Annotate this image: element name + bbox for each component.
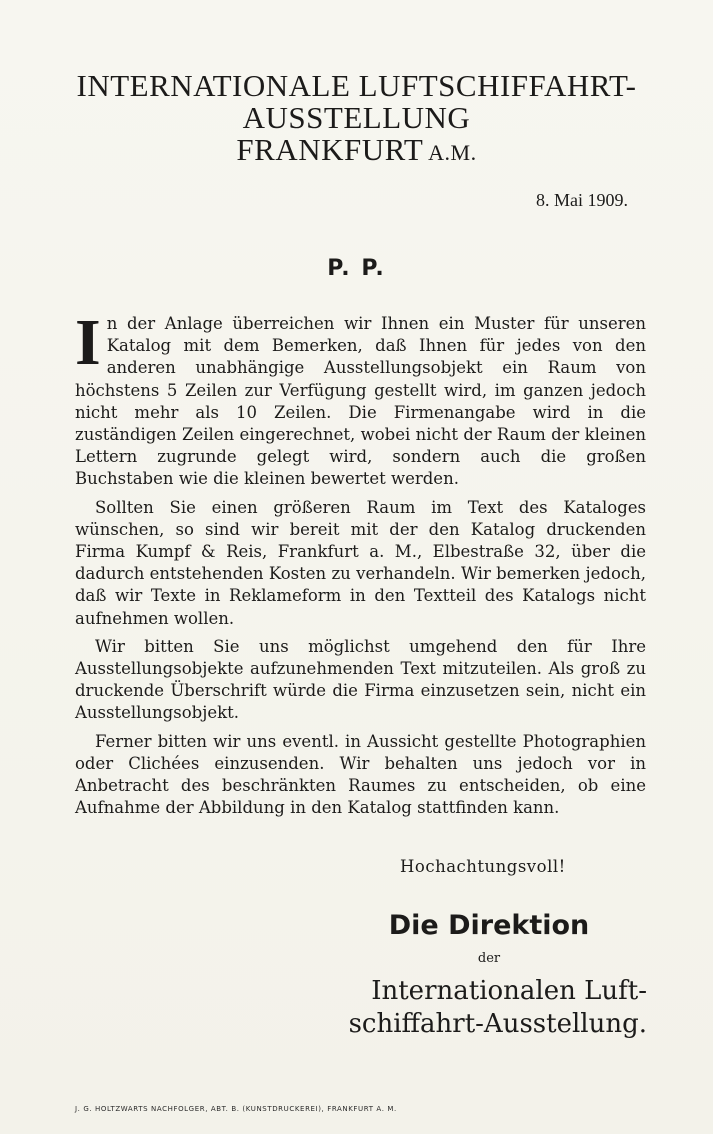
letterhead-line-2: AUSSTELLUNG <box>242 100 471 135</box>
letter-body <box>75 306 646 825</box>
paragraph-4: Ferner bitten wir uns eventl. in Aussicht gestellte Photographien oder Clichées einzusenden. Wir behalten uns jedoch vor in Anbetracht des beschränkten Raumes zu entscheiden, ob eine Aufnahme der Abbildung in den Katalog stattfinden kann. <box>75 731 646 818</box>
paragraph-2: Sollten Sie einen größeren Raum im Text des Kataloges wünschen, so sind wir bereit mit der den Katalog druckenden Firma Kumpf & Reis, Frankfurt a. M., Elbestraße 32, über die dadurch entstehenden Kosten zu verhandeln. Wir bemerken jedoch, daß wir Texte in Reklameform in den Textteil des Katalogs nicht aufnehmen wollen. <box>75 497 646 628</box>
letterhead-line-3 <box>0 134 713 169</box>
paragraph-3: Wir bitten Sie uns möglichst umgehend den für Ihre Ausstellungsobjekte aufzunehmenden Text mitzuteilen. Als groß zu druckende Überschrift würde die Firma einzusetzen sein, nicht ein Ausstellungsobjekt. <box>75 636 646 723</box>
salutation: P. P. <box>327 256 386 281</box>
signature-org-line-1: Internationalen Luft- <box>371 976 647 1006</box>
letterhead <box>0 70 713 169</box>
signature-organization <box>349 975 647 1041</box>
signature-der: der <box>477 951 501 966</box>
printer-imprint: J. G. HOLTZWARTS NACHFOLGER, ABT. B. (KUNSTDRUCKEREI), FRANKFURT A. M. <box>75 1105 397 1113</box>
letterhead-city-suffix: A.M. <box>423 140 477 165</box>
signature-title: Die Direktion <box>388 910 590 941</box>
letterhead-line-1: INTERNATIONALE LUFTSCHIFFAHRT- <box>76 68 637 103</box>
drop-cap: I <box>75 306 101 379</box>
paragraph-1-text: n der Anlage überreichen wir Ihnen ein Muster für unseren Katalog mit dem Bemerken, daß Ihnen für jedes von den anderen unabhängige Ausstellungsobjekt ein Raum von höchstens 5 Zeilen zur Verfügung gestellt wird, im ganzen jedoch nicht mehr als 10 Zeilen. Die Firmenangabe wird in die zuständigen Zeilen eingerechnet, wobei nicht der Raum der kleinen Lettern zugrunde gelegt wird, sondern auch die großen Buchstaben wie die kleinen bewertet werden. <box>75 314 646 489</box>
paragraph-1 <box>75 306 646 491</box>
closing-phrase: Hochachtungsvoll! <box>400 857 566 876</box>
letter-date: 8. Mai 1909. <box>536 190 628 210</box>
signature-org-line-2: schiffahrt-Ausstellung. <box>348 1009 647 1039</box>
letterhead-city: FRANKFURT <box>236 132 424 167</box>
